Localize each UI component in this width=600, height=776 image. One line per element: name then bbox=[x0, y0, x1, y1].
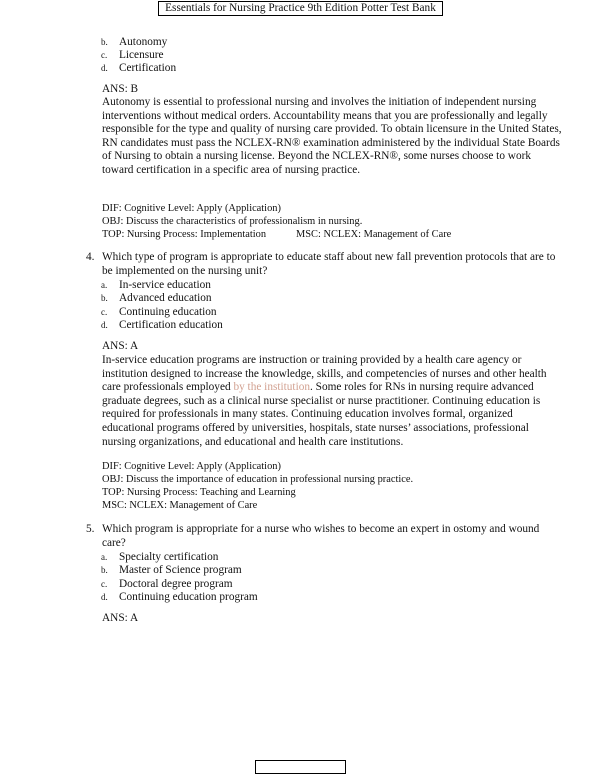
q5-option-c: c. Doctoral degree program bbox=[101, 578, 233, 590]
q4-topic: TOP: Nursing Process: Teaching and Learning bbox=[102, 487, 296, 498]
q3-topic-msc bbox=[102, 228, 451, 242]
watermark-text: by the institution bbox=[233, 381, 311, 394]
q4-option-c: c. Continuing education bbox=[101, 306, 217, 318]
q5-answer: ANS: A bbox=[102, 612, 139, 624]
q3-option-b: b. Autonomy bbox=[101, 36, 168, 48]
q4-option-b: b. Advanced education bbox=[101, 292, 212, 304]
header-title: Essentials for Nursing Practice 9th Edition Potter Test Bank bbox=[165, 2, 436, 14]
q4-question-text: Which type of program is appropriate to educate staff about new fall prevention protocols that are to be implemented on the nursing unit? bbox=[102, 251, 556, 277]
document-header bbox=[158, 1, 443, 16]
q4-objective: OBJ: Discuss the importance of education in professional nursing practice. bbox=[102, 474, 414, 485]
q4-rationale: In-service education programs are instruction or training provided by a health care agency or institution designed to increase the knowledge, skills, and competencies of nurses and other health care professionals employed by the institution. Some roles for RNs in nursing require advanced graduate degrees, such as a clinical nurse specialist or nurse practitioner. Continuing education is required for professionals in many states. Continuing education involves formal, organized educational programs offered by universities, hospitals, state nurses’ associations, professional nursing organizations, and educational and health care institutions. bbox=[102, 354, 547, 448]
q4-difficulty: DIF: Cognitive Level: Apply (Application) bbox=[102, 461, 281, 472]
q4-msc: MSC: NCLEX: Management of Care bbox=[102, 500, 258, 511]
q5-option-b: b. Master of Science program bbox=[101, 564, 242, 576]
q3-difficulty: DIF: Cognitive Level: Apply (Application) bbox=[102, 203, 281, 214]
q4-answer: ANS: A bbox=[102, 340, 139, 352]
q3-option-d: d. Certification bbox=[101, 62, 177, 74]
q3-objective: OBJ: Discuss the characteristics of professionalism in nursing. bbox=[102, 216, 363, 227]
q3-msc: MSC: NCLEX: Management of Care bbox=[296, 229, 452, 240]
q4-option-a: a. In-service education bbox=[101, 279, 211, 291]
q4-number: 4. bbox=[86, 251, 95, 263]
q5-question-text: Which program is appropriate for a nurse who wishes to become an expert in ostomy and wound care? bbox=[102, 523, 540, 549]
q5-option-a: a. Specialty certification bbox=[101, 551, 219, 563]
q4-option-d: d. Certification education bbox=[101, 319, 223, 331]
q3-rationale: Autonomy is essential to professional nursing and involves the initiation of independent nursing interventions without medical orders. Accountability means that you are professionally and legally responsible for the type and quality of nursing care provided. To obtain licensure in the United States, RN candidates must pass the NCLEX-RN® examination administered by the individual State Boards of Nursing to obtain a nursing license. Beyond the NCLEX-RN®, some nurses choose to work toward certification in a specific area of nursing practice. bbox=[102, 96, 562, 176]
q5-option-d: d. Continuing education program bbox=[101, 591, 258, 603]
q5-number: 5. bbox=[86, 523, 95, 535]
q5-question bbox=[86, 523, 562, 550]
q3-topic: TOP: Nursing Process: Implementation bbox=[102, 229, 267, 240]
q4-question bbox=[86, 251, 562, 278]
q3-option-c: c. Licensure bbox=[101, 49, 164, 61]
q3-answer: ANS: B bbox=[102, 83, 139, 95]
footer-page-box bbox=[255, 760, 346, 774]
